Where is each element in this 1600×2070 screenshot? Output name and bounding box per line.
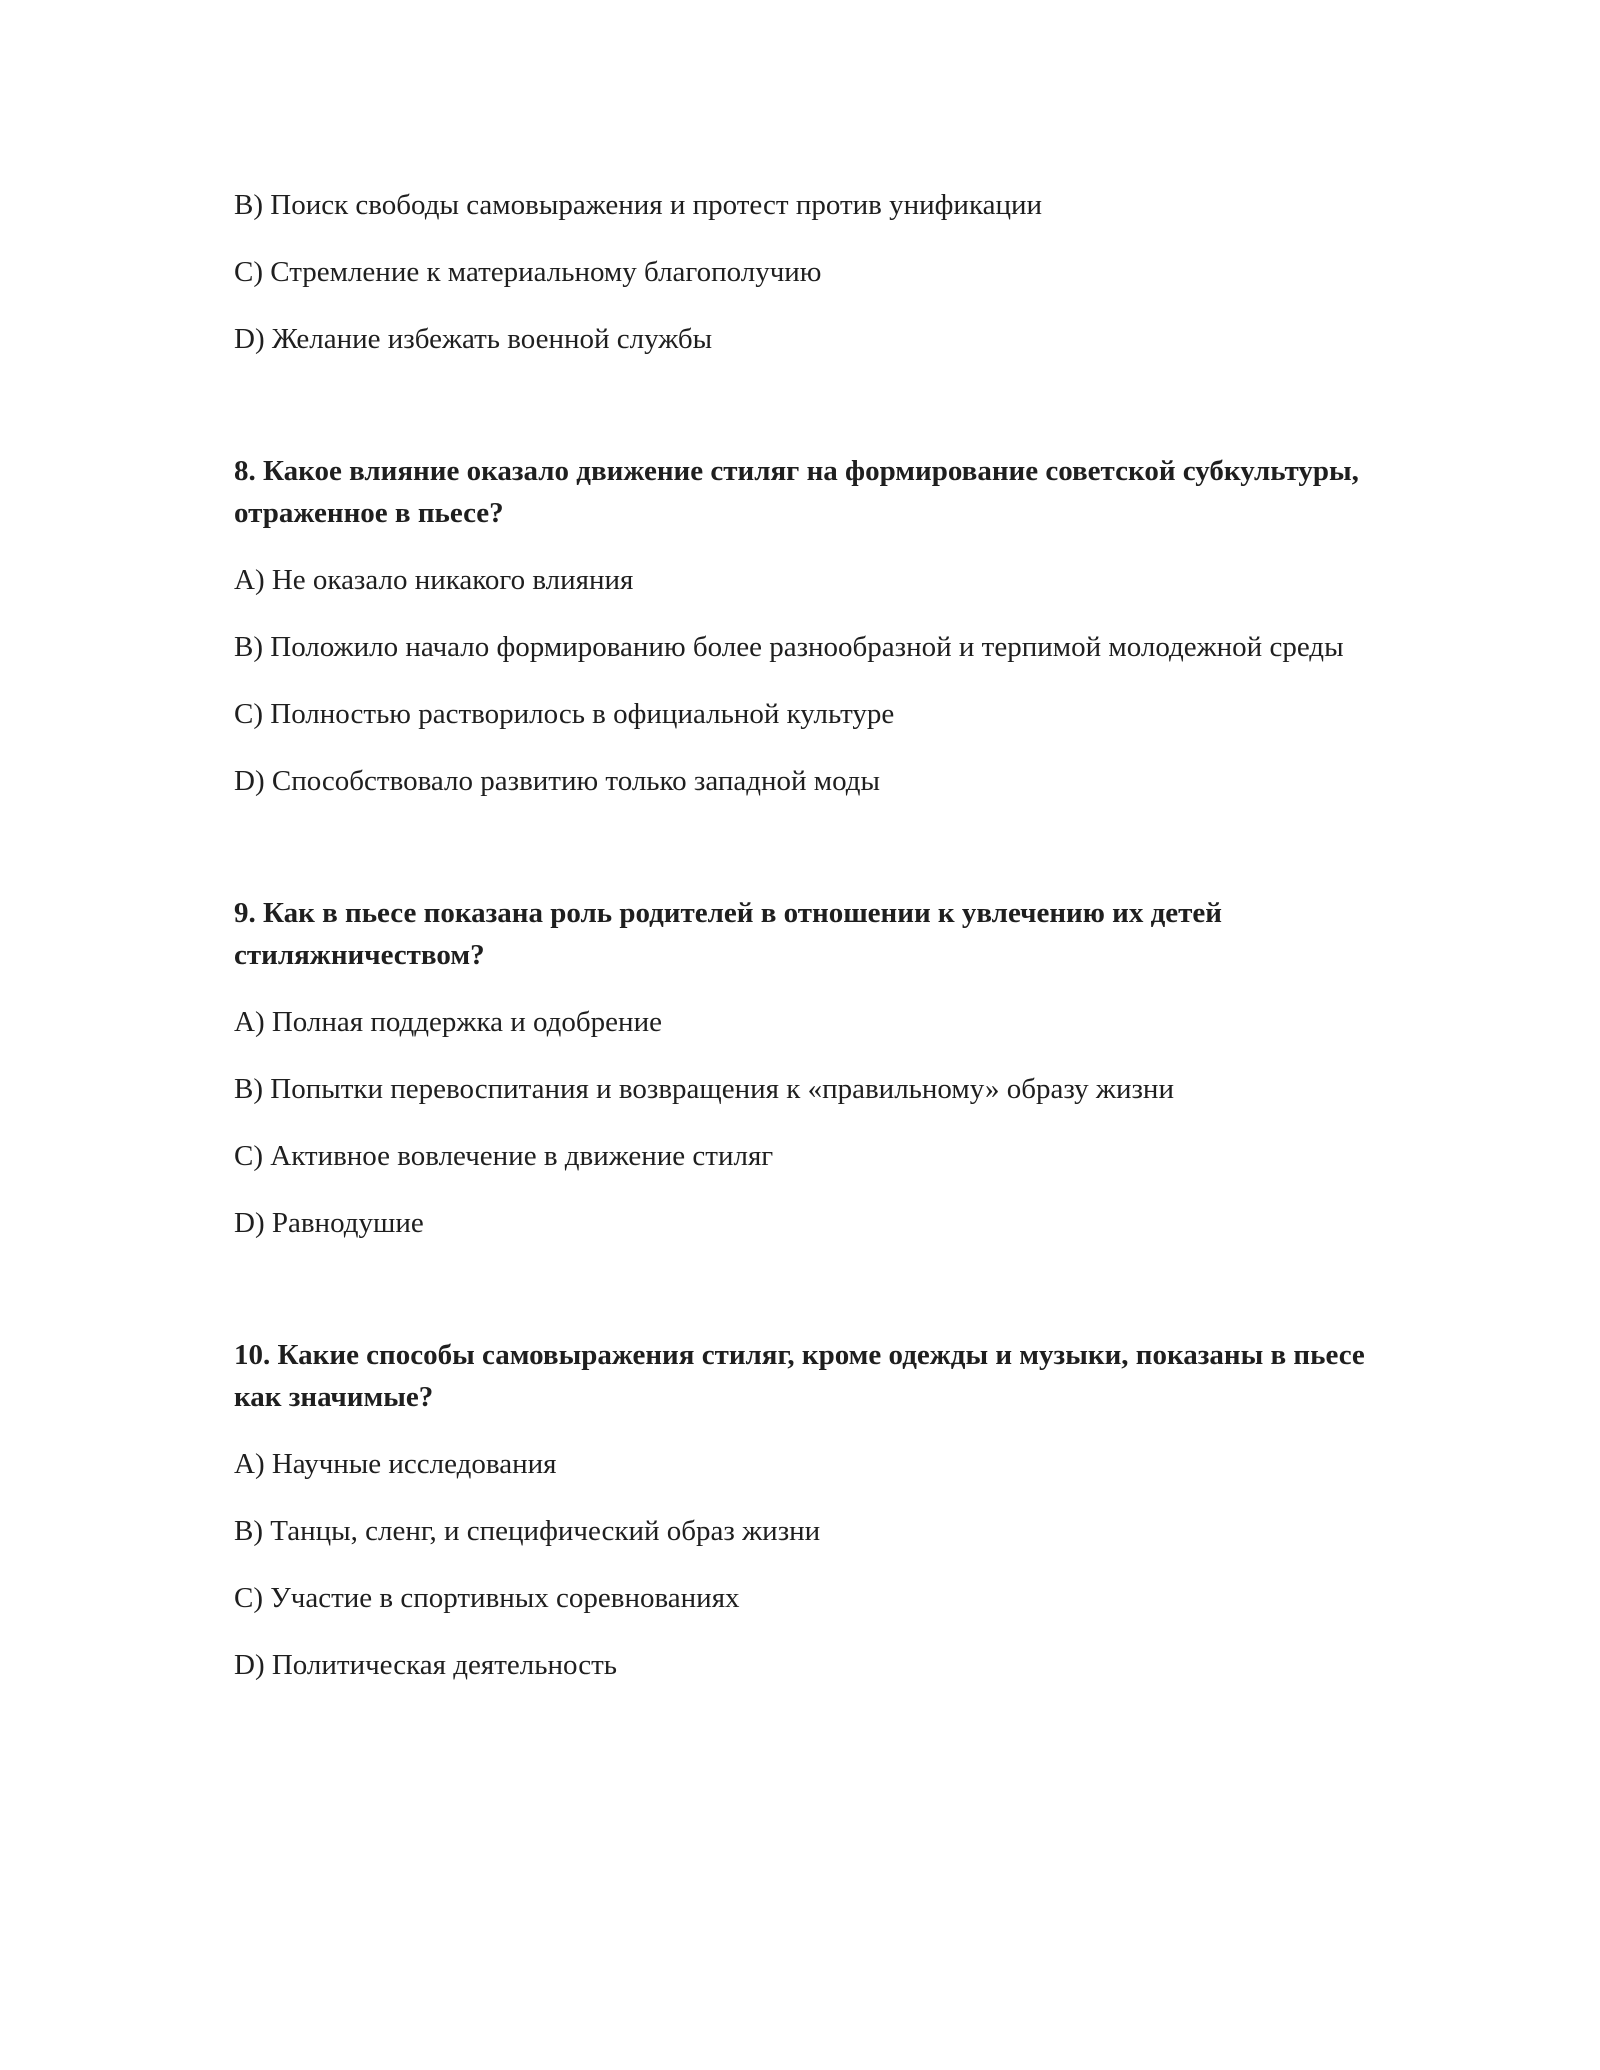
answer-option: D) Способствовало развитию только западной моды: [234, 765, 881, 797]
answer-option: B) Положило начало формированию более разнообразной и терпимой молодежной среды: [234, 631, 1344, 663]
question-block: [234, 1334, 1384, 1686]
answer-option: D) Равнодушие: [234, 1207, 424, 1239]
spacer: [234, 1269, 1384, 1334]
answer-option: C) Активное вовлечение в движение стиляг: [234, 1140, 774, 1172]
answer-option: C) Полностью растворилось в официальной культуре: [234, 698, 895, 730]
answer-option: A) Полная поддержка и одобрение: [234, 1006, 662, 1038]
prev-question-options: [234, 184, 1384, 360]
spacer: [234, 827, 1384, 892]
answer-option: C) Стремление к материальному благополучию: [234, 256, 822, 288]
answer-option: A) Научные исследования: [234, 1448, 557, 1480]
answer-option: D) Желание избежать военной службы: [234, 323, 713, 355]
spacer: [234, 385, 1384, 450]
answer-option: A) Не оказало никакого влияния: [234, 564, 634, 596]
question-text: 8. Какое влияние оказало движение стиляг на формирование советской субкультуры, отраженное в пьесе?: [234, 455, 1359, 529]
answer-option: B) Попытки перевоспитания и возвращения к «правильному» образу жизни: [234, 1073, 1174, 1105]
answer-option: C) Участие в спортивных соревнованиях: [234, 1582, 740, 1614]
question-block: [234, 892, 1384, 1244]
question-text: 9. Как в пьесе показана роль родителей в отношении к увлечению их детей стиляжничеством?: [234, 897, 1222, 971]
answer-option: B) Танцы, сленг, и специфический образ жизни: [234, 1515, 821, 1547]
question-block: [234, 450, 1384, 802]
quiz-content: [234, 184, 1384, 1711]
answer-option: B) Поиск свободы самовыражения и протест против унификации: [234, 189, 1043, 221]
question-text: 10. Какие способы самовыражения стиляг, кроме одежды и музыки, показаны в пьесе как значимые?: [234, 1339, 1365, 1413]
answer-option: D) Политическая деятельность: [234, 1649, 617, 1681]
